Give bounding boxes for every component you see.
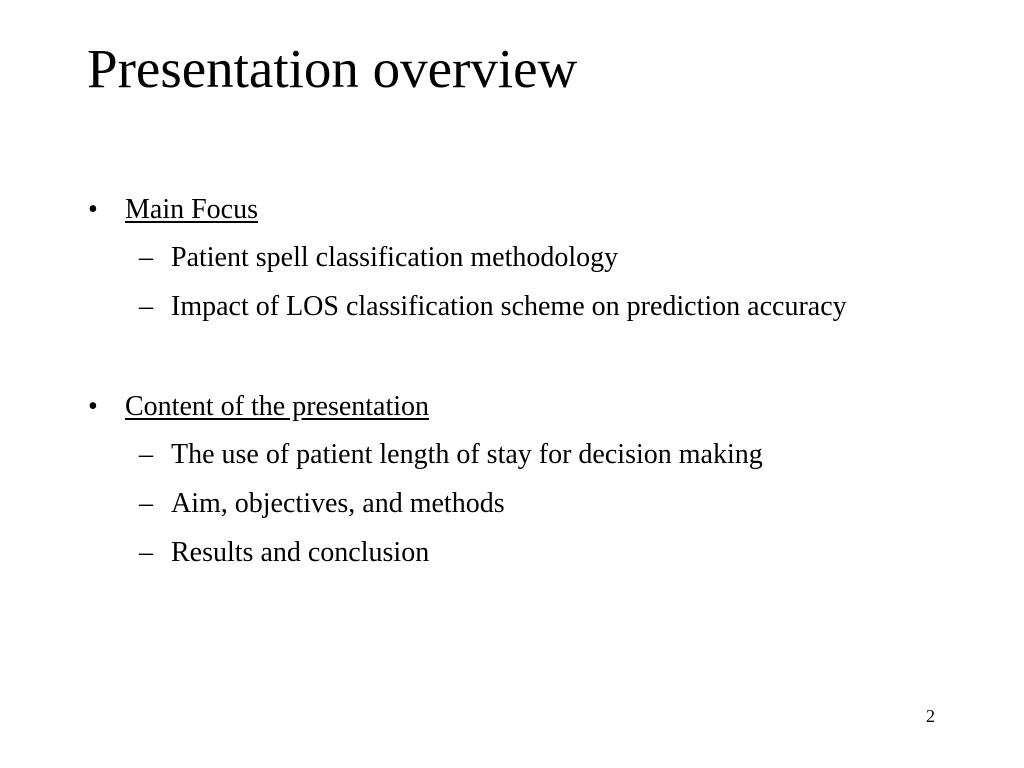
page-number: 2 bbox=[926, 706, 935, 726]
sub-bullet-marker: – bbox=[139, 488, 153, 519]
list-item: Patient spell classification methodology bbox=[171, 242, 619, 273]
list-item: The use of patient length of stay for decision making bbox=[171, 439, 763, 470]
section-heading-content: Content of the presentation bbox=[125, 391, 430, 422]
list-item: Results and conclusion bbox=[171, 537, 430, 568]
bullet-marker: • bbox=[88, 391, 98, 422]
bullet-marker: • bbox=[88, 194, 98, 225]
sub-bullet-marker: – bbox=[139, 537, 153, 568]
sub-bullet-marker: – bbox=[139, 439, 153, 470]
sub-bullet-marker: – bbox=[139, 291, 153, 322]
list-item: Impact of LOS classification scheme on prediction accuracy bbox=[171, 291, 847, 322]
section-heading-main-focus: Main Focus bbox=[125, 194, 258, 225]
slide-title: Presentation overview bbox=[87, 38, 578, 99]
sub-bullet-marker: – bbox=[139, 242, 153, 273]
list-item: Aim, objectives, and methods bbox=[171, 488, 505, 519]
